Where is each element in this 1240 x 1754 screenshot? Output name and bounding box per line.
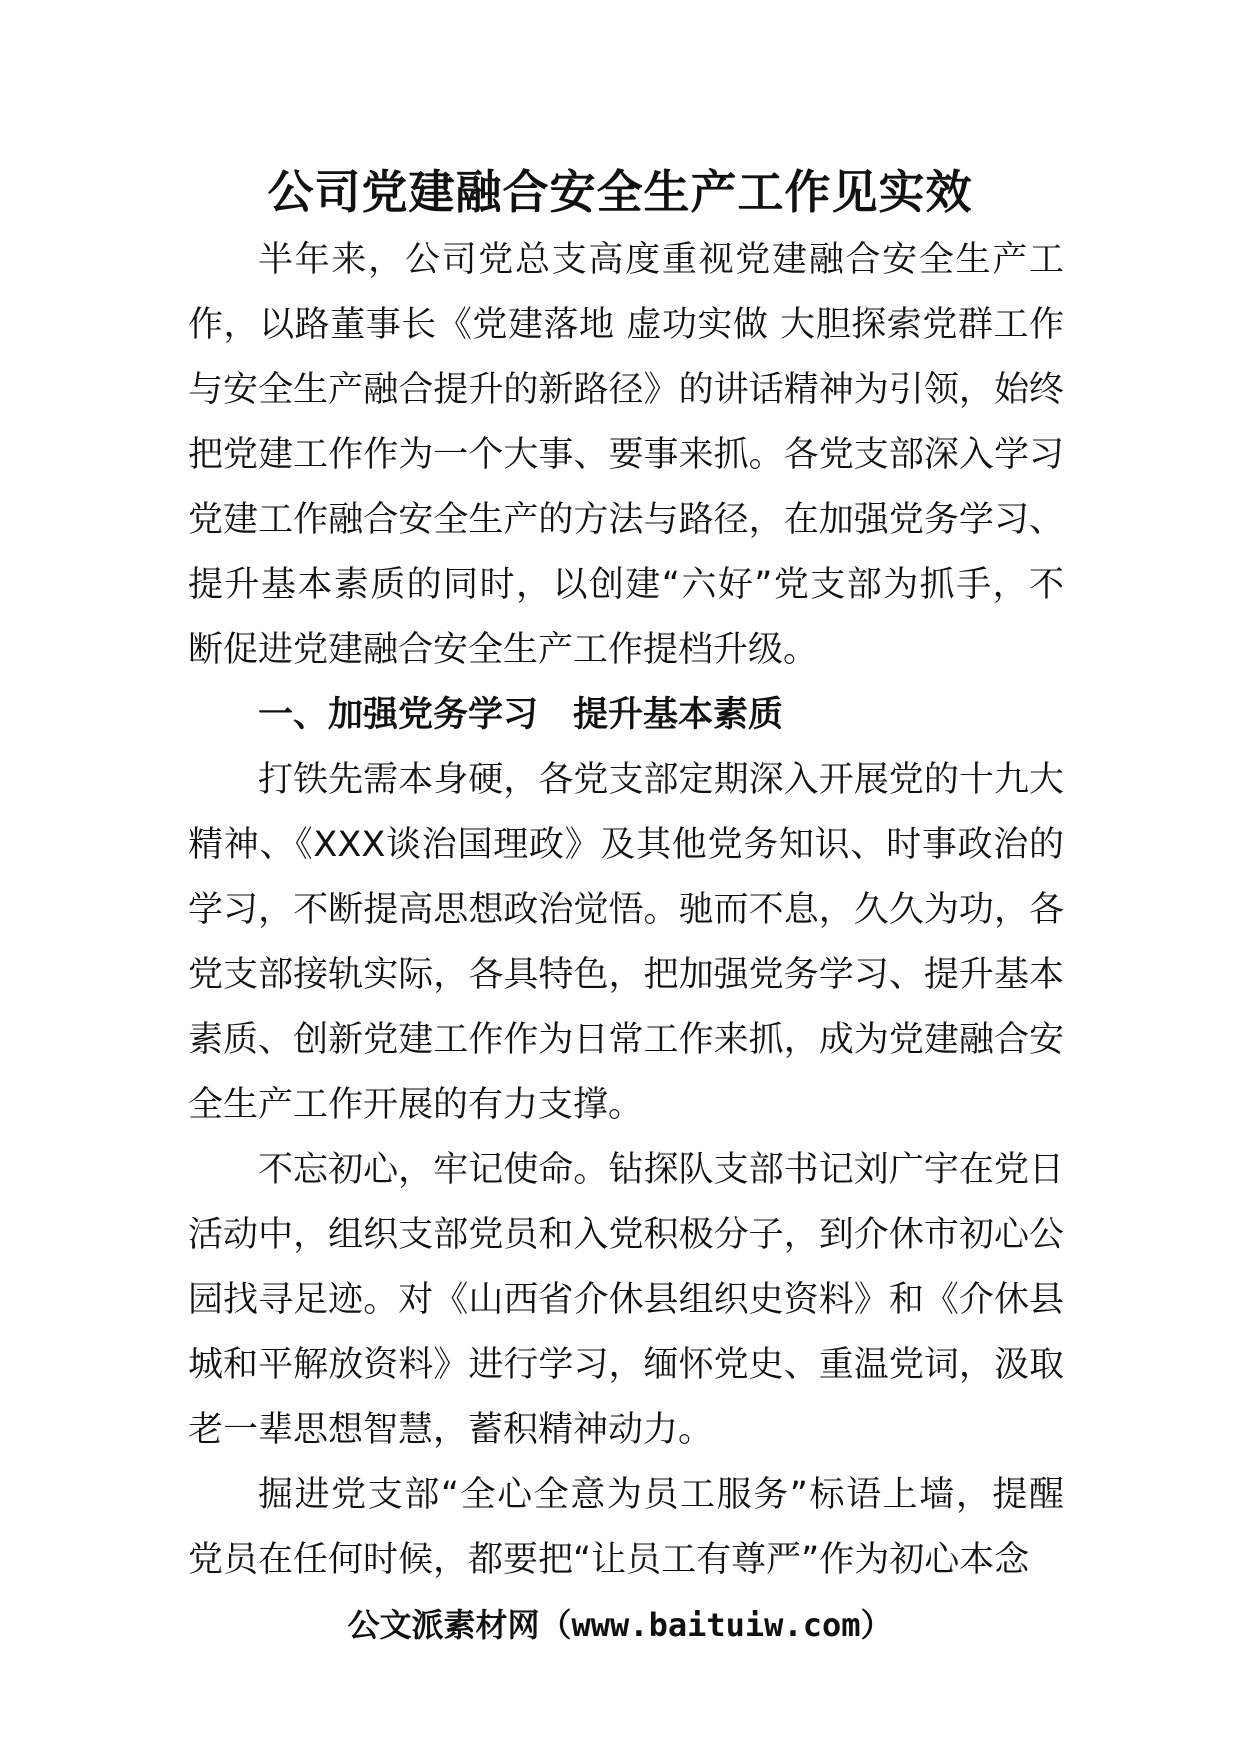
paragraph-study: 打铁先需本身硬，各党支部定期深入开展党的十九大精神、《XXX谈治国理政》及其他党务知识、时事政治的学习，不断提高思想政治觉悟。驰而不息，久久为功，各党支部接轨实际，各具特色，把加强党务学习、提升基本素质、创新党建工作作为日常工作来抓，成为党建融合安全生产工作开展的有力支撑。 — [188, 760, 1064, 1125]
footer-site-name: 公文派素材网 — [347, 1606, 540, 1644]
footer-url: （www.baituiw.com） — [539, 1606, 893, 1644]
document-body — [188, 228, 1064, 1593]
section-heading-1: 一、加强党务学习 提升基本素质 — [258, 695, 784, 735]
document-title: 公司党建融合安全生产工作见实效 — [267, 165, 973, 219]
paragraph-intro: 半年来，公司党总支高度重视党建融合安全生产工作，以路董事长《党建落地 虚功实做 大胆探索党群工作与安全生产融合提升的新路径》的讲话精神为引领，始终把党建工作作为一个大事、要事来抓。各党支部深入学习党建工作融合安全生产的方法与路径，在加强党务学习、提升基本素质的同时，以创建“六好”党支部为抓手，不断促进党建融合安全生产工作提档升级。 — [188, 240, 1064, 670]
page-footer — [0, 1600, 1240, 1650]
paragraph-tunneling-branch: 掘进党支部“全心全意为员工服务”标语上墙，提醒党员在任何时候，都要把“让员工有尊严”作为初心本念 — [188, 1475, 1064, 1580]
paragraph-mission: 不忘初心，牢记使命。钻探队支部书记刘广宇在党日活动中，组织支部党员和入党积极分子，到介休市初心公园找寻足迹。对《山西省介休县组织史资料》和《介休县城和平解放资料》进行学习，缅怀党史、重温党词，汲取老一辈思想智慧，蓄积精神动力。 — [188, 1150, 1064, 1450]
